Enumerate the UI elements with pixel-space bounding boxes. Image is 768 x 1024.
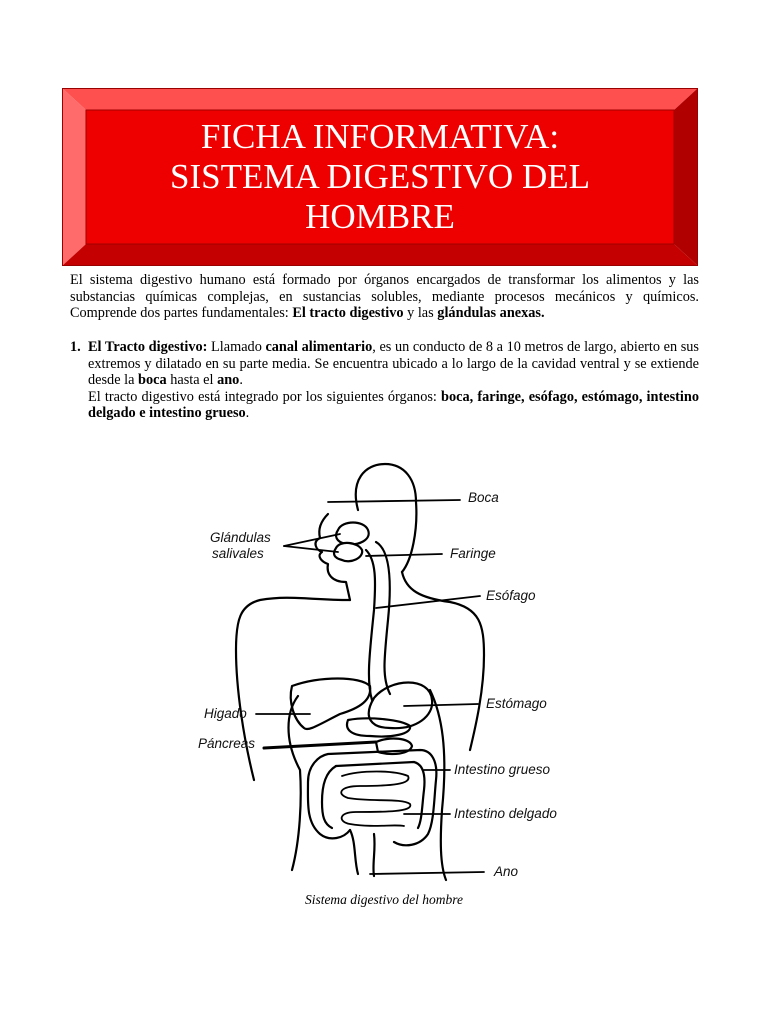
label-higado: Higado: [204, 706, 247, 721]
title-banner: [62, 88, 698, 266]
large-intestine-inner-left: [322, 766, 336, 828]
right-shoulder: [402, 572, 484, 750]
label-esofago: Esófago: [486, 588, 536, 603]
intro-text-1: El sistema digestivo humano está formado por órganos encargados de transformar los alimentos y las substancias químicas complejas, en sustancias solubles, mediante procesos mecánicos y químicos. Comprende dos partes fundamentales:: [70, 272, 699, 322]
diagram-drawing: [180, 450, 600, 890]
label-faringe: Faringe: [450, 546, 496, 561]
label-estomago: Estómago: [486, 696, 547, 711]
item-bold-ano: ano: [217, 372, 240, 389]
pointer-glandulas-1: [284, 534, 340, 546]
list-item-tract: [70, 339, 699, 422]
pointer-boca: [328, 500, 460, 502]
item-text: , es un conducto de 8 a 10 metros de largo, abierto en sus extremos y dilatado en su parte media. Se encuentra ubicado a lo largo de la cavidad ventral y se extiende desde la: [88, 339, 699, 389]
item-text: .: [239, 372, 243, 389]
title-line-3: HOMBRE: [305, 197, 455, 236]
small-intestine: [341, 772, 410, 827]
numbered-list: [70, 339, 699, 422]
item-text: El tracto digestivo está integrado por los siguientes órganos:: [88, 388, 442, 405]
pointer-glandulas-2: [284, 546, 338, 552]
label-intestino-delgado: Intestino delgado: [454, 806, 557, 821]
list-item-body: [88, 339, 699, 422]
label-salivales: salivales: [212, 546, 264, 561]
title-line-2: SISTEMA DIGESTIVO DEL: [170, 157, 590, 196]
liver-shape: [291, 679, 370, 730]
intro-paragraph: [70, 272, 699, 322]
item-title: El Tracto digestivo:: [88, 339, 208, 355]
item-bold-canal: canal alimentario: [265, 339, 373, 355]
label-ano: Ano: [494, 864, 519, 879]
torso-right: [430, 690, 446, 880]
pointer-estomago: [404, 704, 478, 706]
pointer-faringe: [366, 554, 442, 556]
diagram-caption: Sistema digestivo del hombre: [304, 892, 464, 907]
intro-text-2: y las: [403, 305, 438, 322]
rectum: [350, 830, 375, 876]
page-title: [86, 110, 674, 244]
title-line-1: FICHA INFORMATIVA:: [200, 117, 560, 156]
item-text: Llamado: [207, 339, 266, 355]
esophagus-left: [366, 550, 375, 700]
pointer-ano: [370, 872, 484, 874]
item-text: hasta el: [166, 372, 218, 389]
label-glandulas: Glándulas: [210, 530, 271, 545]
item-bold-organs: boca, faringe, esófago, estómago, intestino delgado e intestino grueso: [88, 388, 699, 422]
pointer-pancreas: [264, 742, 376, 748]
intro-bold-tract: El tracto digestivo: [292, 305, 404, 322]
salivary-gland-upper: [336, 523, 369, 545]
digestive-system-diagram: [180, 450, 600, 890]
label-intestino-grueso: Intestino grueso: [454, 762, 551, 777]
item-paragraph-2: [88, 389, 699, 422]
intro-bold-glands: glándulas anexas.: [437, 305, 545, 322]
label-pancreas: Páncreas: [198, 736, 256, 751]
item-text: .: [245, 405, 250, 422]
item-bold-boca: boca: [138, 372, 167, 389]
esophagus-right: [376, 542, 390, 694]
label-boca: Boca: [468, 490, 499, 505]
item-paragraph-1: [88, 339, 699, 389]
list-number: 1.: [70, 339, 81, 355]
